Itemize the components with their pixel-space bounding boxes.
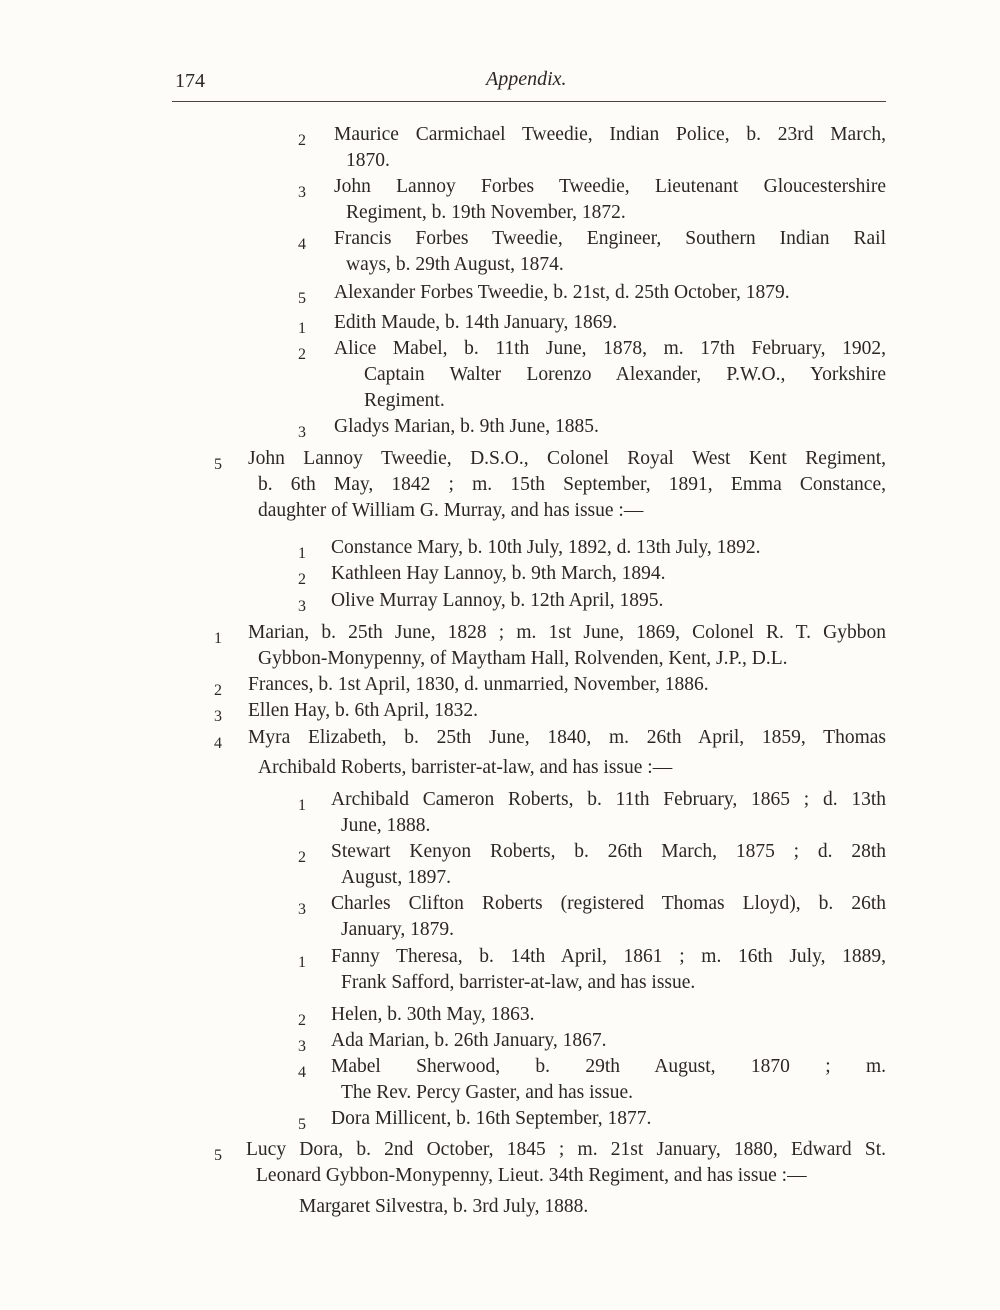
entry-text-line: Leonard Gybbon-Monypenny, Lieut. 34th Regiment, and has issue :— [256,1165,807,1186]
entry-text-line: Marian, b. 25th June, 1828 ; m. 1st June, 1869, Colonel R. T. Gybbon [248,622,886,643]
entry-text-line: 1870. [346,150,390,171]
entry-text-line: Francis Forbes Tweedie, Engineer, Southern Indian Rail [334,228,886,249]
entry-text-line: Maurice Carmichael Tweedie, Indian Police, b. 23rd March, [334,124,886,145]
entry-text-line: Helen, b. 30th May, 1863. [331,1004,535,1025]
entry-number: 2 [214,682,222,699]
entry-text-line: Fanny Theresa, b. 14th April, 1861 ; m. 16th July, 1889, [331,946,886,967]
entry-text-line: Mabel Sherwood, b. 29th August, 1870 ; m. [331,1056,886,1077]
header-rule [172,101,886,102]
entry-number: 4 [298,1064,306,1081]
entry-number: 3 [298,1038,306,1055]
entry-text-line: Gladys Marian, b. 9th June, 1885. [334,416,599,437]
entry-number: 2 [298,132,306,149]
entry-text-line: Olive Murray Lannoy, b. 12th April, 1895. [331,590,664,611]
page-number: 174 [175,70,205,92]
entry-number: 3 [298,424,306,441]
entry-text-line: Edith Maude, b. 14th January, 1869. [334,312,618,333]
entry-number: 3 [214,708,222,725]
entry-text-line: January, 1879. [341,919,455,940]
entry-text-line: August, 1897. [341,867,451,888]
entry-number: 3 [298,598,306,615]
entry-text-line: Alice Mabel, b. 11th June, 1878, m. 17th February, 1902, [334,338,886,359]
entry-number: 1 [298,954,306,971]
entry-number: 5 [298,290,306,307]
entry-text-line: Charles Clifton Roberts (registered Thomas Lloyd), b. 26th [331,893,886,914]
entry-number: 4 [298,236,306,253]
entry-number: 4 [214,735,222,752]
entry-number: 5 [298,1116,306,1133]
entry-text-line: Alexander Forbes Tweedie, b. 21st, d. 25th October, 1879. [334,282,790,303]
entry-text-line: Ada Marian, b. 26th January, 1867. [331,1030,607,1051]
entry-text-line: June, 1888. [341,815,431,836]
entry-text-line: b. 6th May, 1842 ; m. 15th September, 1891, Emma Constance, [258,474,886,495]
entry-number: 1 [298,545,306,562]
entry-text-line: Archibald Cameron Roberts, b. 11th February, 1865 ; d. 13th [331,789,886,810]
entry-text-line: Frances, b. 1st April, 1830, d. unmarried, November, 1886. [248,674,709,695]
entry-text-line: Constance Mary, b. 10th July, 1892, d. 13th July, 1892. [331,537,761,558]
entry-text-line: Stewart Kenyon Roberts, b. 26th March, 1875 ; d. 28th [331,841,886,862]
entry-text-line: daughter of William G. Murray, and has issue :— [258,500,644,521]
entry-text-line: Ellen Hay, b. 6th April, 1832. [248,700,479,721]
entry-text-line: Gybbon-Monypenny, of Maytham Hall, Rolvenden, Kent, J.P., D.L. [258,648,788,669]
entry-text-line: Captain Walter Lorenzo Alexander, P.W.O., Yorkshire [364,364,886,385]
entry-number: 5 [214,456,222,473]
entry-text-line: Kathleen Hay Lannoy, b. 9th March, 1894. [331,563,666,584]
entry-text-line: Lucy Dora, b. 2nd October, 1845 ; m. 21st January, 1880, Edward St. [246,1139,886,1160]
entry-text-line: Regiment, b. 19th November, 1872. [346,202,626,223]
entry-number: 2 [298,1012,306,1029]
entry-text-line: John Lannoy Tweedie, D.S.O., Colonel Royal West Kent Regiment, [248,448,886,469]
entry-text-line: Regiment. [364,390,445,411]
entry-number: 2 [298,571,306,588]
entry-text-line: Myra Elizabeth, b. 25th June, 1840, m. 26th April, 1859, Thomas [248,727,886,748]
entry-number: 2 [298,849,306,866]
entry-text-line: ways, b. 29th August, 1874. [346,254,564,275]
entry-text-line: Archibald Roberts, barrister-at-law, and has issue :— [258,757,673,778]
entry-number: 5 [214,1147,222,1164]
entry-text-line: John Lannoy Forbes Tweedie, Lieutenant Gloucestershire [334,176,886,197]
entry-text-line: Frank Safford, barrister-at-law, and has issue. [341,972,696,993]
entry-number: 1 [214,630,222,647]
entry-number: 1 [298,320,306,337]
entry-text-line: Dora Millicent, b. 16th September, 1877. [331,1108,652,1129]
entry-number: 3 [298,901,306,918]
entry-number: 3 [298,184,306,201]
entry-number: 2 [298,346,306,363]
entry-text-line: The Rev. Percy Gaster, and has issue. [341,1082,633,1103]
running-head: Appendix. [486,68,567,90]
entry-text-line: Margaret Silvestra, b. 3rd July, 1888. [299,1196,589,1217]
entry-number: 1 [298,797,306,814]
